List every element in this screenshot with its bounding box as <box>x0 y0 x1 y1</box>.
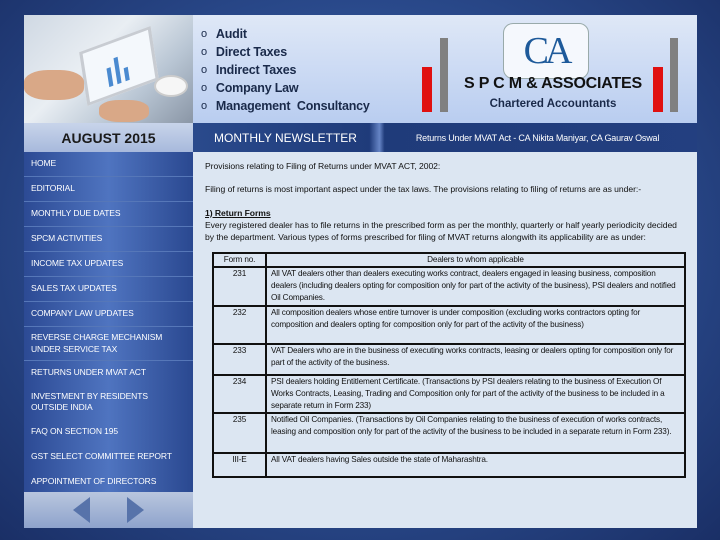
sidebar-nav <box>24 152 193 492</box>
article-heading: Provisions relating to Filing of Returns under MVAT ACT, 2002: <box>205 161 441 171</box>
nav-company-law-updates[interactable]: COMPANY LAW UPDATES <box>24 302 193 327</box>
header-banner <box>193 15 697 123</box>
red-bar-decoration <box>653 67 663 112</box>
nav-reverse-charge[interactable]: REVERSE CHARGE MECHANISM UNDER SERVICE TAX <box>24 327 193 361</box>
nav-editorial[interactable]: EDITORIAL <box>24 177 193 202</box>
services-list <box>201 25 370 115</box>
nav-monthly-due-dates[interactable]: MONTHLY DUE DATES <box>24 202 193 227</box>
page-arrows <box>24 492 193 528</box>
nav-appointment-directors[interactable]: APPOINTMENT OF DIRECTORS <box>31 475 157 486</box>
table-row: 233 VAT Dealers who are in the business of executing works contracts, leasing or dealers opting for composition only for part of the activity of the business. <box>213 344 685 375</box>
grey-bar-decoration <box>440 38 448 112</box>
hand-image <box>99 100 149 122</box>
section-title: 1) Return Forms <box>205 207 271 218</box>
nav-faq-section-195[interactable]: FAQ ON SECTION 195 <box>31 425 119 436</box>
section-text: Every registered dealer has to file returns in the prescribed form as per the monthly, quarterly or half yearly periodicity decided by the department. Various types of forms prescribed for filing of MVAT returns alongwith its applicability are as under: <box>205 219 677 243</box>
hand-image <box>24 70 84 100</box>
newsletter-bar <box>193 123 697 152</box>
service-item: o Management Consultancy <box>201 99 370 113</box>
red-bar-decoration <box>422 67 432 112</box>
header-photo <box>24 15 193 123</box>
next-arrow-icon[interactable] <box>127 497 144 523</box>
service-item: o Audit <box>201 27 247 41</box>
issue-date: AUGUST 2015 <box>24 123 193 152</box>
previous-arrow-icon[interactable] <box>73 497 90 523</box>
newsletter-title: MONTHLY NEWSLETTER <box>214 130 357 145</box>
table-row: 231 All VAT dealers other than dealers executing works contract, dealers engaged in leasing business, composition dealers (including dealers opting for composition only for part of the activity of the business), PSI dealers and notified Oil Companies. <box>213 267 685 306</box>
table-row: 232 All composition dealers whose entire turnover is under composition (excluding works contractors opting for composition and dealers opting for composition only for part of the activity of the business) <box>213 306 685 344</box>
nav-investment-outside-india[interactable]: INVESTMENT BY RESIDENTS OUTSIDE INDIA <box>31 390 148 412</box>
service-item: o Company Law <box>201 81 299 95</box>
grey-bar-decoration <box>670 38 678 112</box>
article-intro: Filing of returns is most important aspect under the tax laws. The provisions relating to filing of returns are as under:- <box>205 184 642 195</box>
nav-home[interactable]: HOME <box>24 152 193 177</box>
coffee-cup-image <box>154 75 188 97</box>
nav-sales-tax-updates[interactable]: SALES TAX UPDATES <box>24 277 193 302</box>
service-item: o Indirect Taxes <box>201 63 297 77</box>
header-form-no: Form no. <box>213 253 266 267</box>
nav-returns-mvat[interactable]: RETURNS UNDER MVAT ACT <box>31 367 146 378</box>
tablet-chart-image <box>79 26 159 106</box>
ca-logo: CA <box>503 23 589 79</box>
service-item: o Direct Taxes <box>201 45 287 59</box>
nav-gst-committee-report[interactable]: GST SELECT COMMITTEE REPORT <box>31 450 172 461</box>
article-title: Returns Under MVAT Act - CA Nikita Maniyar, CA Gaurav Oswal <box>415 132 660 143</box>
nav-income-tax-updates[interactable]: INCOME TAX UPDATES <box>24 252 193 277</box>
nav-spcm-activities[interactable]: SPCM ACTIVITIES <box>24 227 193 252</box>
header-dealers: Dealers to whom applicable <box>266 253 685 267</box>
table-row: III-E All VAT dealers having Sales outside the state of Maharashtra. <box>213 453 685 477</box>
article-content <box>193 152 697 528</box>
firm-name: S P C M & ASSOCIATES <box>464 75 642 92</box>
table-row: 234 PSI dealers holding Entitlement Certificate. (Transactions by PSI dealers relating to the business of Execution Of Works Contracts, Leasing, Trading and Composition only for part of the activity of the business to be included in a separate return in Form 233) <box>213 375 685 413</box>
forms-table <box>212 252 686 478</box>
table-row: 235 Notified Oil Companies. (Transactions by Oil Companies relating to the business of execution of works contracts, leasing and composition only for part of the activity of the business to be included in a separate return in Form 233). <box>213 413 685 453</box>
firm-subtitle: Chartered Accountants <box>489 98 617 110</box>
